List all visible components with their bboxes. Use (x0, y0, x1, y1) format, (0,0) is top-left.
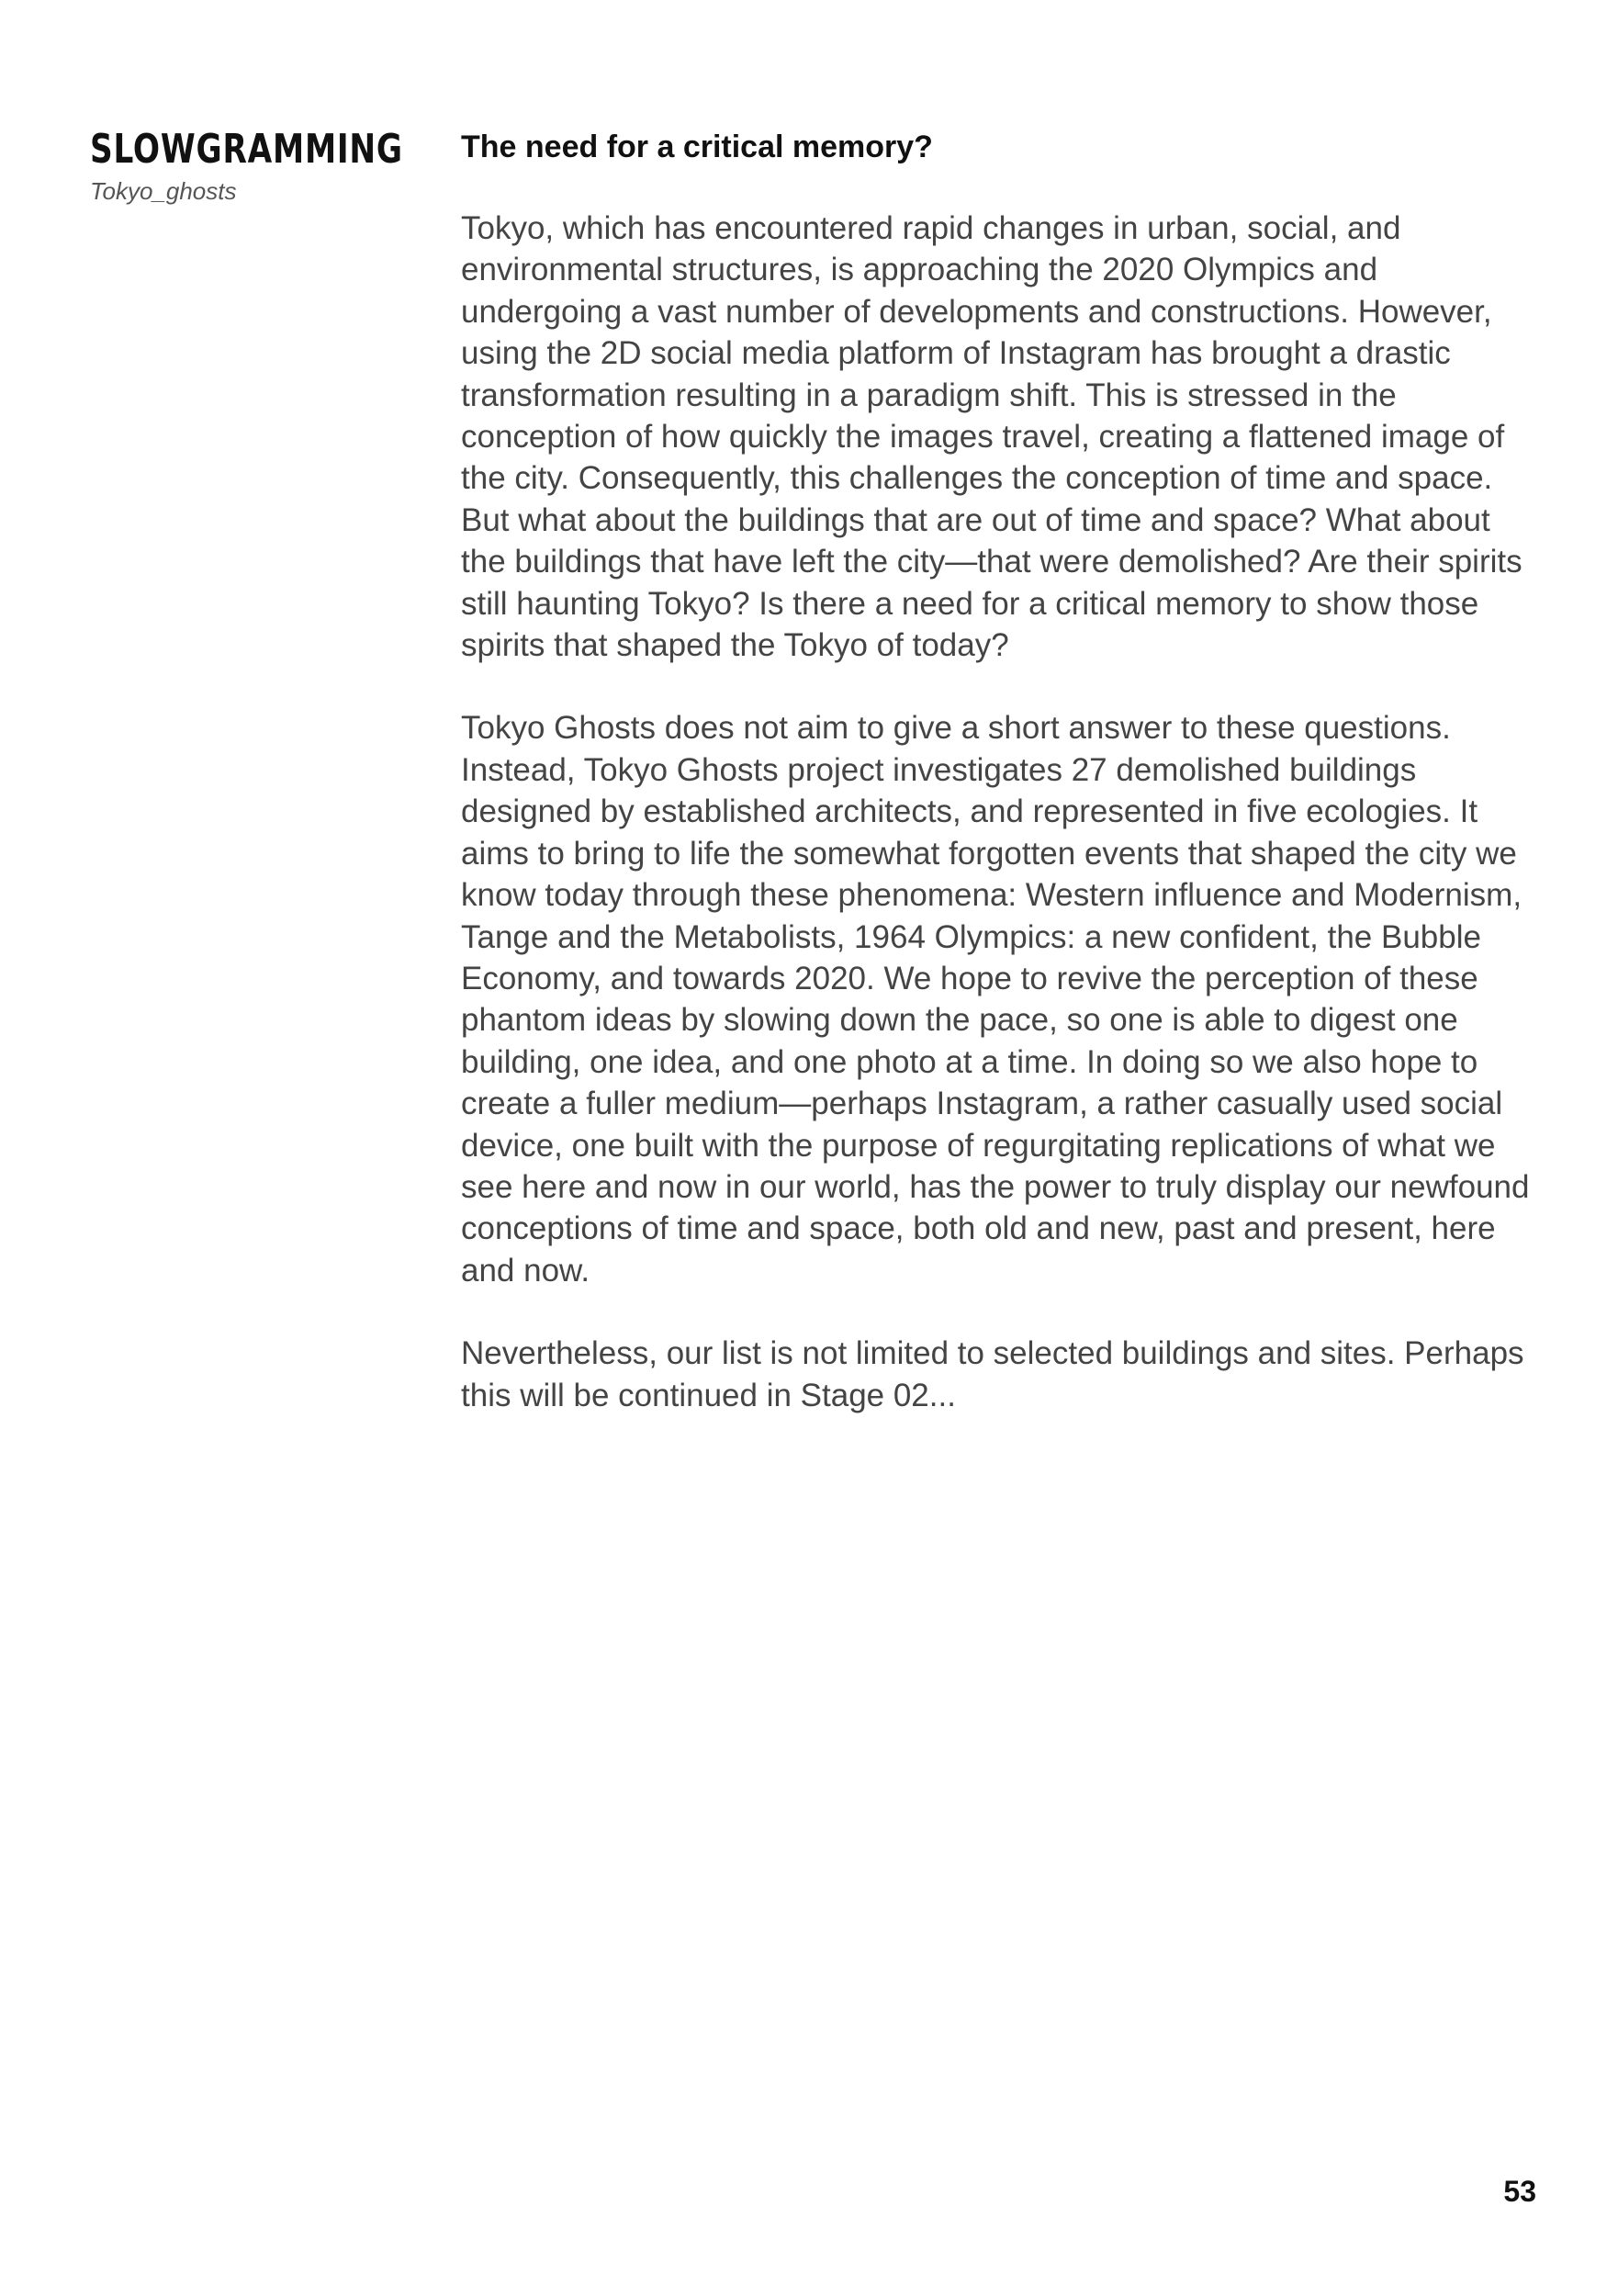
brand-title: SLOWGRAMMING (90, 126, 403, 173)
article-heading: The need for a critical memory? (461, 129, 933, 164)
sidebar (90, 127, 421, 206)
article (461, 127, 1545, 1458)
brand-subtitle: Tokyo_ghosts (90, 177, 237, 205)
paragraph-2: Tokyo Ghosts does not aim to give a short answer to these questions. Instead, Tokyo Ghosts project investigates 27 demolished buildings designed by established architects, and represented in five ecologies. It aims to bring to life the somewhat forgotten events that shaped the city we know today through these phenomena: Western influence and Modernism, Tange and the Metabolists, 1964 Olympics: a new confident, the Bubble Economy, and towards 2020. We hope to revive the perception of these phantom ideas by slowing down the pace, so one is able to digest one building, one idea, and one photo at a time. In doing so we also hope to create a fuller medium—perhaps Instagram, a rather casually used social device, one built with the purpose of regurgitating replications of what we see here and now in our world, has the power to truly display our newfound conceptions of time and space, both old and new, past and present, here and now. (461, 710, 1530, 1289)
page-number: 53 (1503, 2175, 1536, 2208)
paragraph-1: Tokyo, which has encountered rapid changes in urban, social, and environmental structures, is approaching the 2020 Olympics and undergoing a vast number of developments and constructions. However, using the 2D social media platform of Instagram has brought a drastic transformation resulting in a paradigm shift. This is stressed in the conception of how quickly the images travel, creating a flattened image of the city. Consequently, this challenges the conception of time and space. But what about the buildings that are out of time and space? What about the buildings that have left the city—that were demolished? Are their spirits still haunting Tokyo? Is there a need for a critical memory to show those spirits that shaped the Tokyo of today? (461, 210, 1522, 664)
paragraph-3: Nevertheless, our list is not limited to selected buildings and sites. Perhaps this will be continued in Stage 02... (461, 1335, 1524, 1413)
